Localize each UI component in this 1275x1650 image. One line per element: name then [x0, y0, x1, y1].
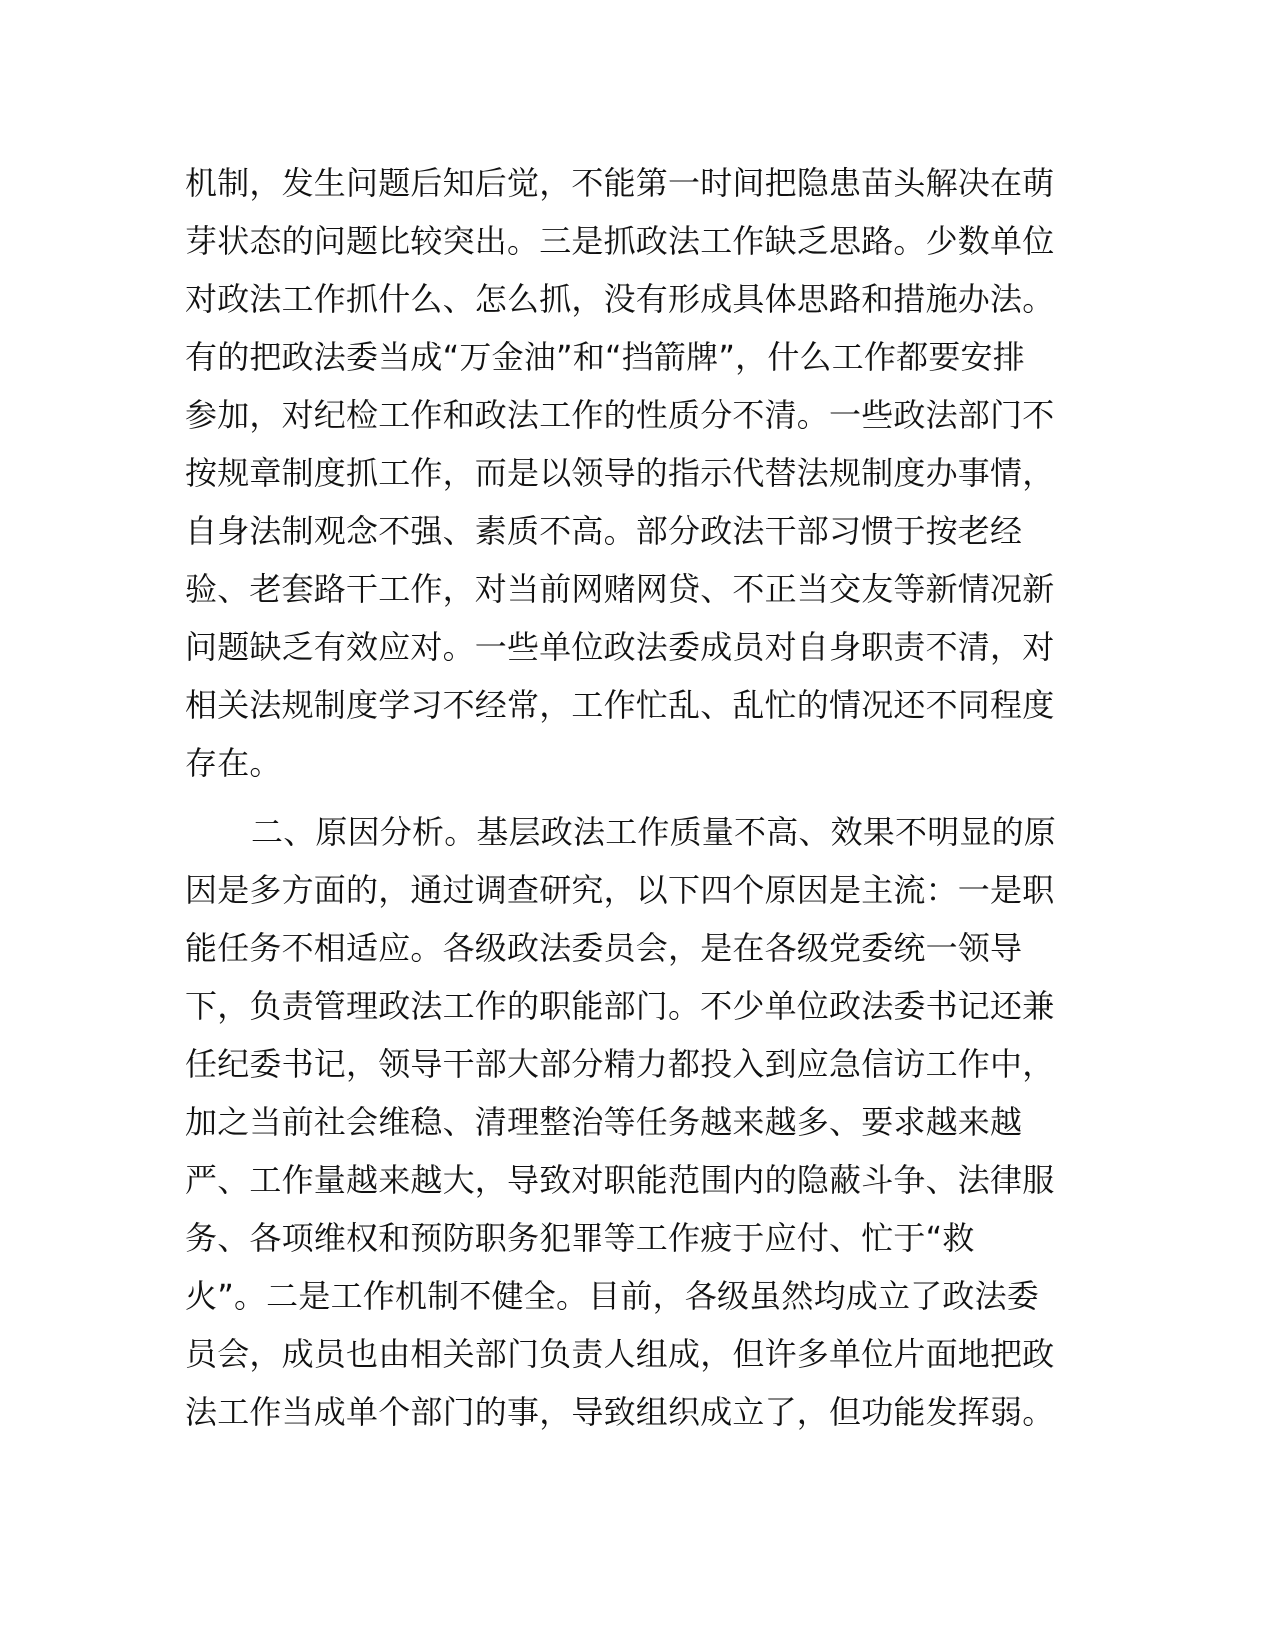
text-line: 对政法工作抓什么、怎么抓，没有形成具体思路和措施办法。 — [185, 280, 1055, 318]
text-line: 因是多方面的，通过调查研究，以下四个原因是主流：一是职 — [185, 871, 1055, 909]
text-line: 法工作当成单个部门的事，导致组织成立了，但功能发挥弱。 — [185, 1393, 1055, 1431]
text-line: 按规章制度抓工作，而是以领导的指示代替法规制度办事情， — [185, 454, 1055, 492]
document-body — [185, 154, 1090, 1441]
text-line: 二、原因分析。基层政法工作质量不高、效果不明显的原 — [251, 813, 1057, 851]
text-line: 加之当前社会维稳、清理整治等任务越来越多、要求越来越 — [185, 1103, 1023, 1141]
text-line: 务、各项维权和预防职务犯罪等工作疲于应付、忙于“救 — [185, 1219, 975, 1257]
text-line: 下，负责管理政法工作的职能部门。不少单位政法委书记还兼 — [185, 987, 1055, 1025]
text-line: 芽状态的问题比较突出。三是抓政法工作缺乏思路。少数单位 — [185, 222, 1055, 260]
text-line: 员会，成员也由相关部门负责人组成，但许多单位片面地把政 — [185, 1335, 1055, 1373]
paragraph-1 — [185, 154, 1090, 792]
text-line: 参加，对纪检工作和政法工作的性质分不清。一些政法部门不 — [185, 396, 1055, 434]
text-line: 自身法制观念不强、素质不高。部分政法干部习惯于按老经 — [185, 512, 1023, 550]
paragraph-spacer — [185, 792, 1090, 803]
paragraph-2 — [185, 803, 1090, 1441]
text-line: 验、老套路干工作，对当前网赌网贷、不正当交友等新情况新 — [185, 570, 1055, 608]
text-line: 有的把政法委当成“万金油”和“挡箭牌”，什么工作都要安排 — [185, 338, 1025, 376]
text-line: 能任务不相适应。各级政法委员会，是在各级党委统一领导 — [185, 929, 1023, 967]
text-line: 问题缺乏有效应对。一些单位政法委成员对自身职责不清，对 — [185, 628, 1055, 666]
text-line: 相关法规制度学习不经常，工作忙乱、乱忙的情况还不同程度 — [185, 686, 1055, 724]
text-line: 机制，发生问题后知后觉，不能第一时间把隐患苗头解决在萌 — [185, 164, 1055, 202]
text-line: 存在。 — [185, 744, 282, 782]
text-line: 严、工作量越来越大，导致对职能范围内的隐蔽斗争、法律服 — [185, 1161, 1055, 1199]
text-line: 任纪委书记，领导干部大部分精力都投入到应急信访工作中， — [185, 1045, 1055, 1083]
text-line: 火”。二是工作机制不健全。目前，各级虽然均成立了政法委 — [185, 1277, 1039, 1315]
